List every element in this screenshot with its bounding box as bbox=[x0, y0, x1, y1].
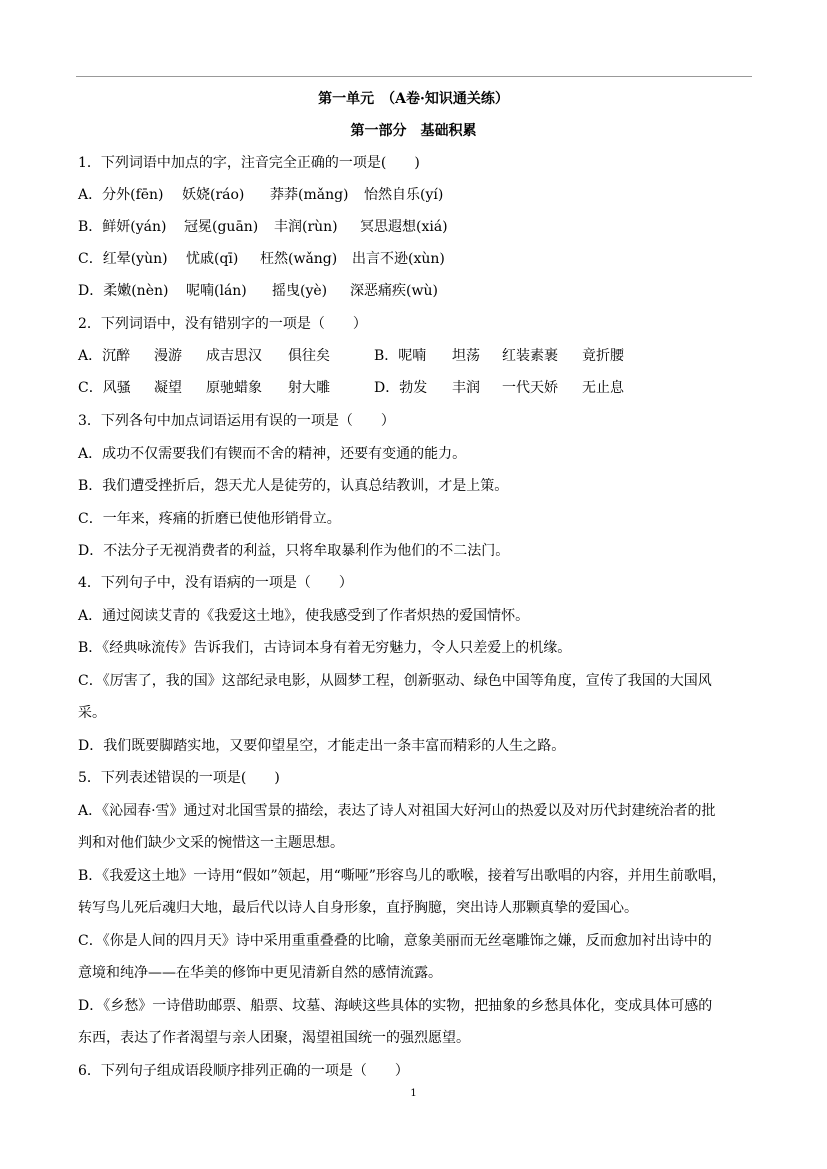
question-4-option-a: A．通过阅读艾青的《我爱这土地》，使我感受到了作者炽热的爱国情怀。 bbox=[78, 608, 530, 624]
option-part: D．勃发 bbox=[374, 380, 428, 396]
option-part: 红装素裹 bbox=[502, 348, 558, 364]
question-3-option-a: A．成功不仅需要我们有锲而不舍的精神，还要有变通的能力。 bbox=[78, 446, 467, 462]
question-3-stem: 3．下列各句中加点词语运用有误的一项是（ ） bbox=[78, 413, 395, 429]
question-5-option-c-line2: 意境和纯净——在华美的修饰中更见清新自然的感情流露。 bbox=[78, 965, 442, 981]
question-1-stem: 1．下列词语中加点的字，注音完全正确的一项是( ) bbox=[78, 155, 420, 171]
question-5-option-a-line2: 判和对他们缺少文采的惋惜这一主题思想。 bbox=[78, 835, 344, 851]
question-3-option-d: D．不法分子无视消费者的利益，只将牟取暴利作为他们的不二法门。 bbox=[78, 543, 510, 559]
option-part: 丰润 bbox=[452, 380, 480, 396]
question-1-option-c bbox=[78, 248, 678, 268]
unit-title: 第一单元 （A卷·知识通关练） bbox=[318, 91, 509, 107]
option-part: 怡然自乐(yí) bbox=[364, 187, 444, 203]
option-part: 原驰蜡象 bbox=[206, 380, 262, 396]
question-5-option-b-line2: 转写鸟儿死后魂归大地，最后代以诗人自身形象，直抒胸臆，突出诗人那颗真挚的爱国心。 bbox=[78, 900, 638, 916]
question-3-option-b: B．我们遭受挫折后，怨天尤人是徒劳的，认真总结教训，才是上策。 bbox=[78, 478, 509, 494]
option-part: 妖娆(ráo) bbox=[182, 187, 245, 203]
question-3-option-c: C．一年来，疼痛的折磨已使他形销骨立。 bbox=[78, 511, 341, 527]
question-1-option-d bbox=[78, 280, 678, 300]
option-part: 出言不逊(xùn) bbox=[352, 251, 445, 267]
option-part: 竟折腰 bbox=[582, 348, 624, 364]
option-part: 无止息 bbox=[582, 380, 624, 396]
question-1-option-a bbox=[78, 184, 678, 204]
option-part: 俱往矣 bbox=[288, 348, 330, 364]
option-part: 深恶痛疾(wù) bbox=[350, 283, 438, 299]
option-part: 射大雕 bbox=[288, 380, 330, 396]
question-4-option-d: D．我们既要脚踏实地，又要仰望星空，才能走出一条丰富而精彩的人生之路。 bbox=[78, 738, 566, 754]
option-part: 一代天娇 bbox=[502, 380, 558, 396]
question-5-option-b-line1: B．《我爱这土地》一诗用“假如”领起，用“嘶哑”形容鸟儿的歌喉，接着写出歌唱的内容，并用生前歌唱， bbox=[78, 868, 726, 884]
question-5-option-a-line1: A．《沁园春·雪》通过对北国雪景的描绘，表达了诗人对祖国大好河山的热爱以及对历代封建统治者的批 bbox=[78, 803, 716, 819]
option-part: 冥思遐想(xiá) bbox=[360, 219, 448, 235]
option-part: 凝望 bbox=[154, 380, 182, 396]
option-part: C．红晕(yùn) bbox=[78, 251, 168, 267]
question-2-stem: 2．下列词语中，没有错别字的一项是（ ） bbox=[78, 316, 367, 332]
question-5-stem: 5．下列表述错误的一项是( ) bbox=[78, 770, 280, 786]
question-4-option-b: B．《经典咏流传》告诉我们，古诗词本身有着无穷魅力，令人只差爱上的机缘。 bbox=[78, 640, 572, 656]
page-number: 1 bbox=[410, 1088, 417, 1099]
option-part: 成吉思汉 bbox=[206, 348, 262, 364]
option-part: A．分外(fēn) bbox=[78, 187, 164, 203]
question-5-option-c-line1: C．《你是人间的四月天》诗中采用重重叠叠的比喻，意象美丽而无丝毫雕饰之嫌，反而愈加衬出诗中的 bbox=[78, 933, 712, 949]
option-part: 冠冕(guān) bbox=[184, 219, 259, 235]
option-part: 丰润(rùn) bbox=[274, 219, 338, 235]
option-part: 枉然(wǎng) bbox=[260, 251, 338, 267]
header-rule bbox=[76, 76, 752, 77]
question-4-stem: 4．下列句子中，没有语病的一项是（ ） bbox=[78, 575, 353, 591]
question-2-options-ab bbox=[78, 345, 698, 365]
option-part: 漫游 bbox=[154, 348, 182, 364]
option-part: D．柔嫩(nèn) bbox=[78, 283, 169, 299]
question-5-option-d-line1: D．《乡愁》一诗借助邮票、船票、坟墓、海峡这些具体的实物，把抽象的乡愁具体化，变成具体可感的 bbox=[78, 998, 713, 1014]
section-title: 第一部分 基础积累 bbox=[350, 123, 477, 139]
option-part: 摇曳(yè) bbox=[272, 283, 328, 299]
question-4-option-c-line1: C．《厉害了，我的国》这部纪录电影，从圆梦工程，创新驱动、绿色中国等角度，宣传了我国的大国风 bbox=[78, 673, 712, 689]
option-part: C．风骚 bbox=[78, 380, 131, 396]
question-1-option-b bbox=[78, 216, 678, 236]
option-part: B．鲜妍(yán) bbox=[78, 219, 167, 235]
question-2-options-cd bbox=[78, 377, 698, 397]
question-4-option-c-line2: 采。 bbox=[78, 705, 106, 721]
question-5-option-d-line2: 东西，表达了作者渴望与亲人团聚，渴望祖国统一的强烈愿望。 bbox=[78, 1030, 470, 1046]
option-part: 莽莽(mǎng) bbox=[270, 187, 349, 203]
option-part: 坦荡 bbox=[452, 348, 480, 364]
option-part: B．呢喃 bbox=[374, 348, 427, 364]
option-part: A．沉醉 bbox=[78, 348, 131, 364]
question-6-stem: 6．下列句子组成语段顺序排列正确的一项是（ ） bbox=[78, 1063, 409, 1079]
option-part: 忧戚(qī) bbox=[186, 251, 239, 267]
option-part: 呢喃(lán) bbox=[186, 283, 247, 299]
